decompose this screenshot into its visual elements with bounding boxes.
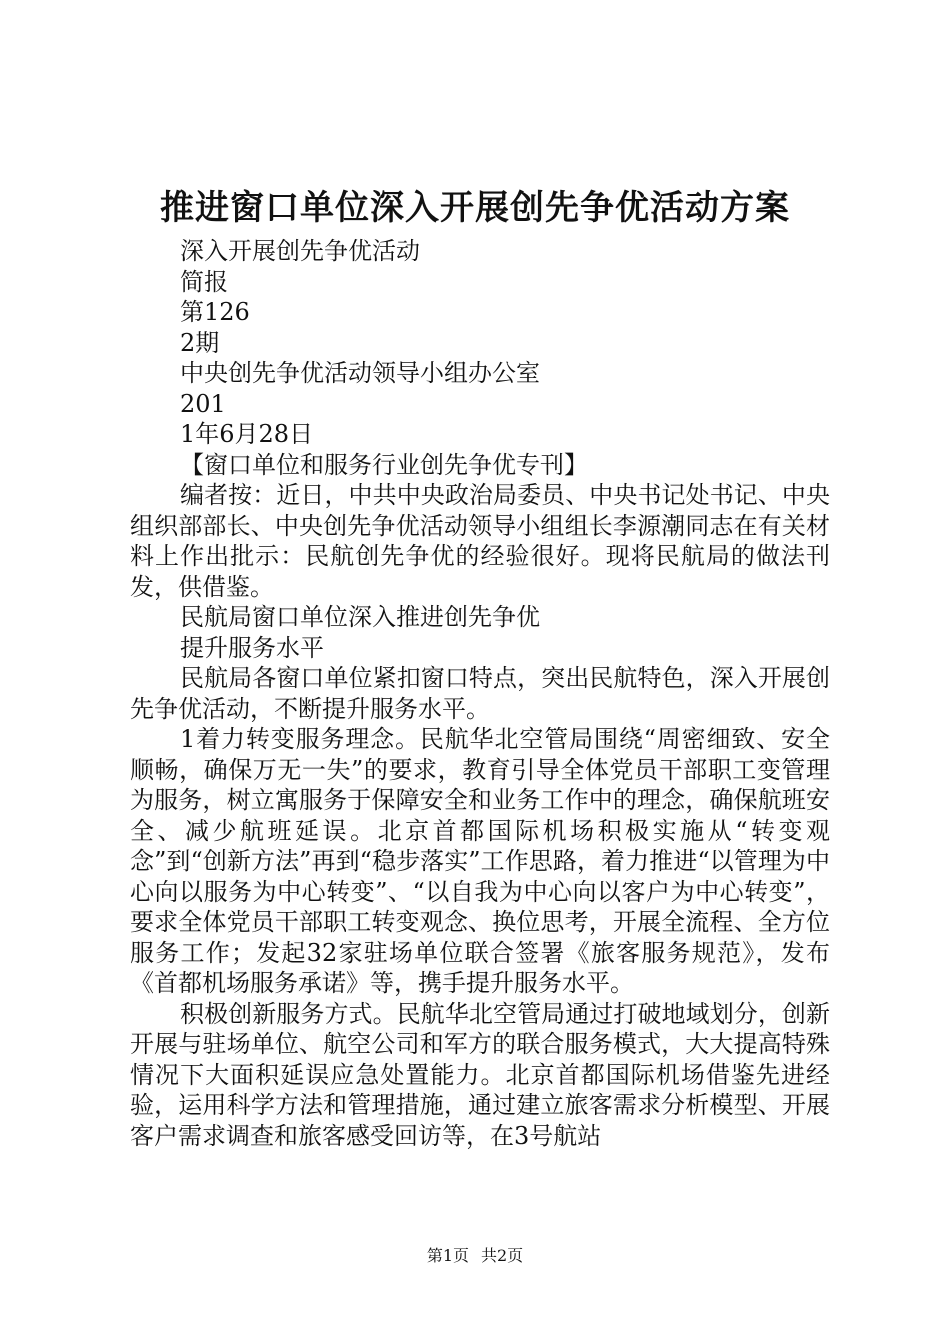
paragraph: 民航局各窗口单位紧扣窗口特点，突出民航特色，深入开展创先争优活动，不断提升服务水平。 [130, 664, 830, 723]
page-footer [0, 1244, 950, 1268]
header-line: 1年6月28日 [180, 420, 314, 448]
header-line: 简报 [180, 267, 228, 296]
article-heading: 民航局窗口单位深入推进创先争优 [180, 603, 540, 631]
special-issue-label: 【窗口单位和服务行业创先争优专刊】 [180, 450, 588, 479]
page-title: 推进窗口单位深入开展创先争优活动方案 [160, 188, 790, 228]
paragraph: 积极创新服务方式。民航华北空管局通过打破地域划分，创新开展与驻场单位、航空公司和军方的联合服务模式，大大提高特殊情况下大面积延误应急处置能力。北京首都国际机场借鉴先进经验，运用科学方法和管理措施，通过建立旅客需求分析模型、开展客户需求调查和旅客感受回访等，在3号航站 [130, 999, 830, 1150]
header-line: 2期 [180, 328, 220, 357]
page-number: 第1页 [426, 1246, 469, 1265]
editor-note: 编者按：近日，中共中央政治局委员、中央书记处书记、中央组织部部长、中央创先争优活动领导小组组长李源潮同志在有关材料上作出批示：民航创先争优的经验很好。现将民航局的做法刊发，供借鉴。 [130, 481, 830, 601]
header-line: 第126 [180, 298, 250, 326]
header-line: 201 [180, 389, 226, 418]
paragraph: 1着力转变服务理念。民航华北空管局围绕“周密细致、安全顺畅，确保万无一失”的要求，教育引导全体党员干部职工变管理为服务，树立寓服务于保障安全和业务工作中的理念，确保航班安全、减少航班延误。北京首都国际机场积极实施从“转变观念”到“创新方法”再到“稳步落实”工作思路，着力推进“以管理为中心向以服务为中心转变”、“以自我为中心向以客户为中心转变”，要求全体党员干部职工转变观念、换位思考，开展全流程、全方位服务工作；发起32家驻场单位联合签署《旅客服务规范》，发布《首都机场服务承诺》等，携手提升服务水平。 [130, 725, 830, 997]
header-line: 深入开展创先争优活动 [180, 237, 420, 265]
article-subheading: 提升服务水平 [180, 633, 324, 662]
header-line: 中央创先争优活动领导小组办公室 [180, 359, 540, 387]
page-total: 共2页 [481, 1246, 524, 1265]
document-body [130, 236, 830, 1151]
